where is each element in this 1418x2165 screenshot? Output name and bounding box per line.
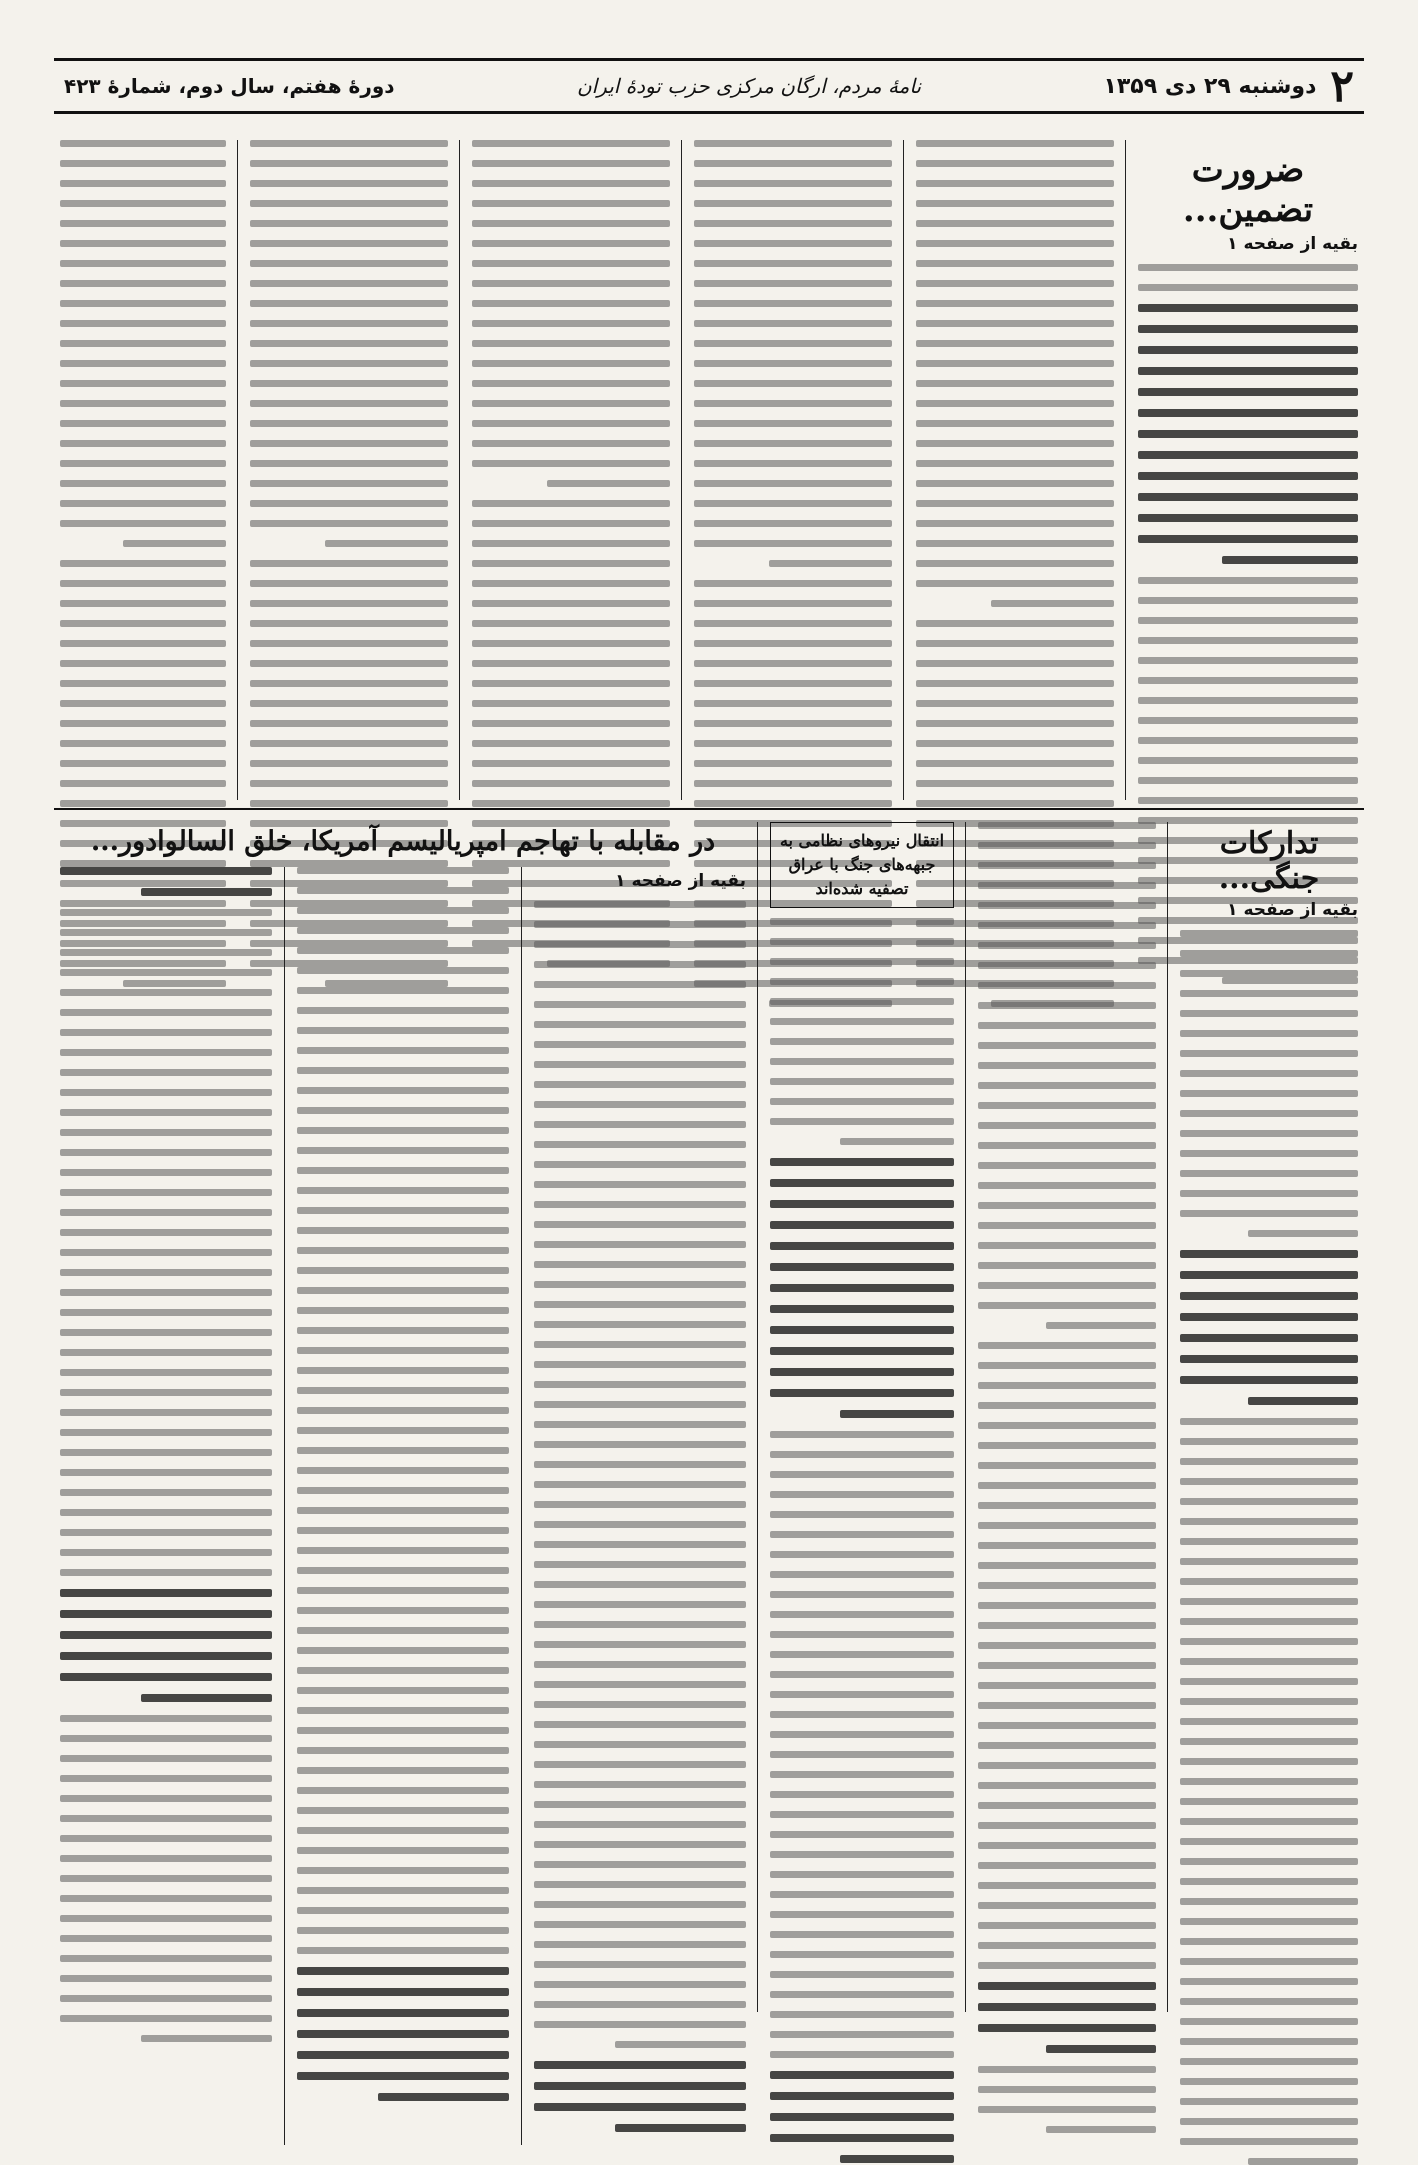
bottom-center-headline: انتقال نیروهای نظامی به جبهه‌های جنگ با عراق تصفیه شده‌اند	[779, 831, 945, 898]
top-article-column-4	[466, 140, 676, 800]
top-article-column-6	[54, 140, 232, 800]
top-article-headline: ضرورت تضمین...	[1182, 150, 1314, 230]
column-rule	[965, 822, 966, 2012]
top-article-column-3	[688, 140, 898, 800]
top-article-continued: بقیه از صفحه ۱	[1227, 234, 1358, 254]
bottom-right-article	[1174, 822, 1364, 2012]
column-rule	[1167, 822, 1168, 2012]
top-article-column-1	[1132, 140, 1364, 800]
column-rule	[757, 822, 758, 2012]
top-article-column-2	[910, 140, 1120, 800]
bottom-right-article-column-2	[972, 822, 1162, 2012]
bottom-left-column-3	[60, 867, 272, 2145]
top-article-column-5	[244, 140, 454, 800]
bottom-left-continued: بقیه از صفحه ۱	[615, 871, 746, 891]
column-rule	[681, 140, 682, 800]
column-rule	[459, 140, 460, 800]
issue-info: دورهٔ هفتم، سال دوم، شمارهٔ ۴۲۳	[64, 74, 395, 98]
column-rule	[284, 867, 285, 2145]
masthead	[54, 58, 1364, 114]
bottom-left-column-2	[297, 867, 509, 2145]
issue-date: دوشنبه ۲۹ دی ۱۳۵۹	[1103, 73, 1317, 99]
column-rule	[903, 140, 904, 800]
column-rule	[237, 140, 238, 800]
bottom-center-article	[764, 822, 960, 2012]
bottom-left-article	[54, 822, 752, 2012]
masthead-right	[1103, 61, 1354, 112]
bottom-right-continued: بقیه از صفحه ۱	[1227, 900, 1358, 920]
bottom-center-headline-box	[770, 822, 954, 908]
paper-title: نامهٔ مردم، ارگان مرکزی حزب تودهٔ ایران	[576, 74, 922, 98]
bottom-left-column-1	[534, 867, 746, 2145]
column-rule	[1125, 140, 1126, 800]
column-rule	[521, 867, 522, 2145]
bottom-right-headline: تدارکات جنگی...	[1218, 826, 1320, 896]
section-divider	[54, 808, 1364, 810]
page-number: ۲	[1330, 60, 1354, 112]
bottom-left-headline: در مقابله با تهاجم امپریالیسم آمریکا، خلق السالوادور...	[90, 826, 716, 857]
